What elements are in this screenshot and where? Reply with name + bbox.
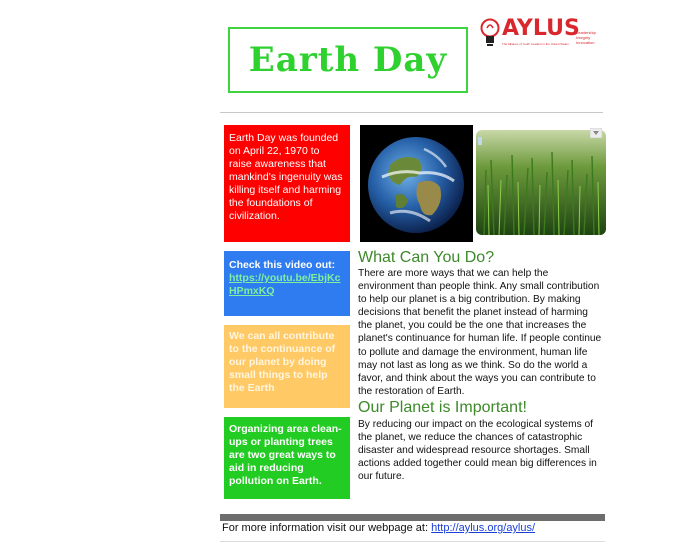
tip-text: Organizing area clean-ups or planting trees are two great ways to aid in reducing pollution on Earth. xyxy=(229,423,342,487)
tip-text: We can all contribute to the continuance of our planet by doing small things to help the Earth xyxy=(229,330,336,394)
logo-value: Innovation xyxy=(576,40,595,45)
video-link[interactable]: https://youtu.be/EbjKcHPmxKQ xyxy=(229,272,341,297)
logo-value: Integrity xyxy=(576,35,591,40)
image-handle[interactable] xyxy=(478,137,482,145)
logo-values xyxy=(576,30,606,45)
section-paragraph: There are more ways that we can help the environment than people think. Any small contribution to help our planet is a big contribution. By making decisions that benefit the planet instead of harming the planet, you could be the one that increases the planet's continuance for human life. If people continue to pollute and damage the environment, human life may not last as long as we think. So do the world a favor, and think about the ways you can contribute to the restoration of Earth. xyxy=(358,268,602,397)
section-paragraph: By reducing our impact on the ecological systems of the planet, we reduce the chances of catastrophic disaster and widespread resource shortages. Small actions added together could mean big differences in our future. xyxy=(358,419,597,483)
lightbulb-icon xyxy=(480,18,500,48)
tip-box-yellow xyxy=(224,325,350,408)
video-label: Check this video out: xyxy=(229,259,336,271)
dropdown-arrow-icon[interactable] xyxy=(590,128,602,138)
section-heading-what-can-you-do: What Can You Do? xyxy=(358,249,495,266)
section-heading-planet-important: Our Planet is Important! xyxy=(358,399,527,416)
logo-wordmark: AYLUS xyxy=(502,16,580,41)
divider xyxy=(220,112,603,113)
aylus-logo[interactable] xyxy=(480,18,605,52)
earth-image xyxy=(360,125,473,242)
page-title: Earth Day xyxy=(248,40,448,80)
logo-value: Leadership xyxy=(576,30,596,35)
fact-box-red xyxy=(224,125,350,242)
footer xyxy=(222,522,535,534)
footer-link[interactable]: http://aylus.org/aylus/ xyxy=(431,522,536,534)
grass-image xyxy=(476,130,606,235)
video-box-blue xyxy=(224,251,350,316)
footer-text: For more information visit our webpage at: xyxy=(222,522,429,534)
divider xyxy=(220,541,605,542)
title-box xyxy=(228,27,468,93)
logo-tagline: The Alliance of Youth Leaders in the United States xyxy=(502,42,569,46)
footer-bar xyxy=(220,514,605,521)
tip-box-green xyxy=(224,417,350,499)
fact-text: Earth Day was founded on April 22, 1970 to raise awareness that mankind's ingenuity was killing itself and harming the foundations of civilization. xyxy=(229,132,343,222)
